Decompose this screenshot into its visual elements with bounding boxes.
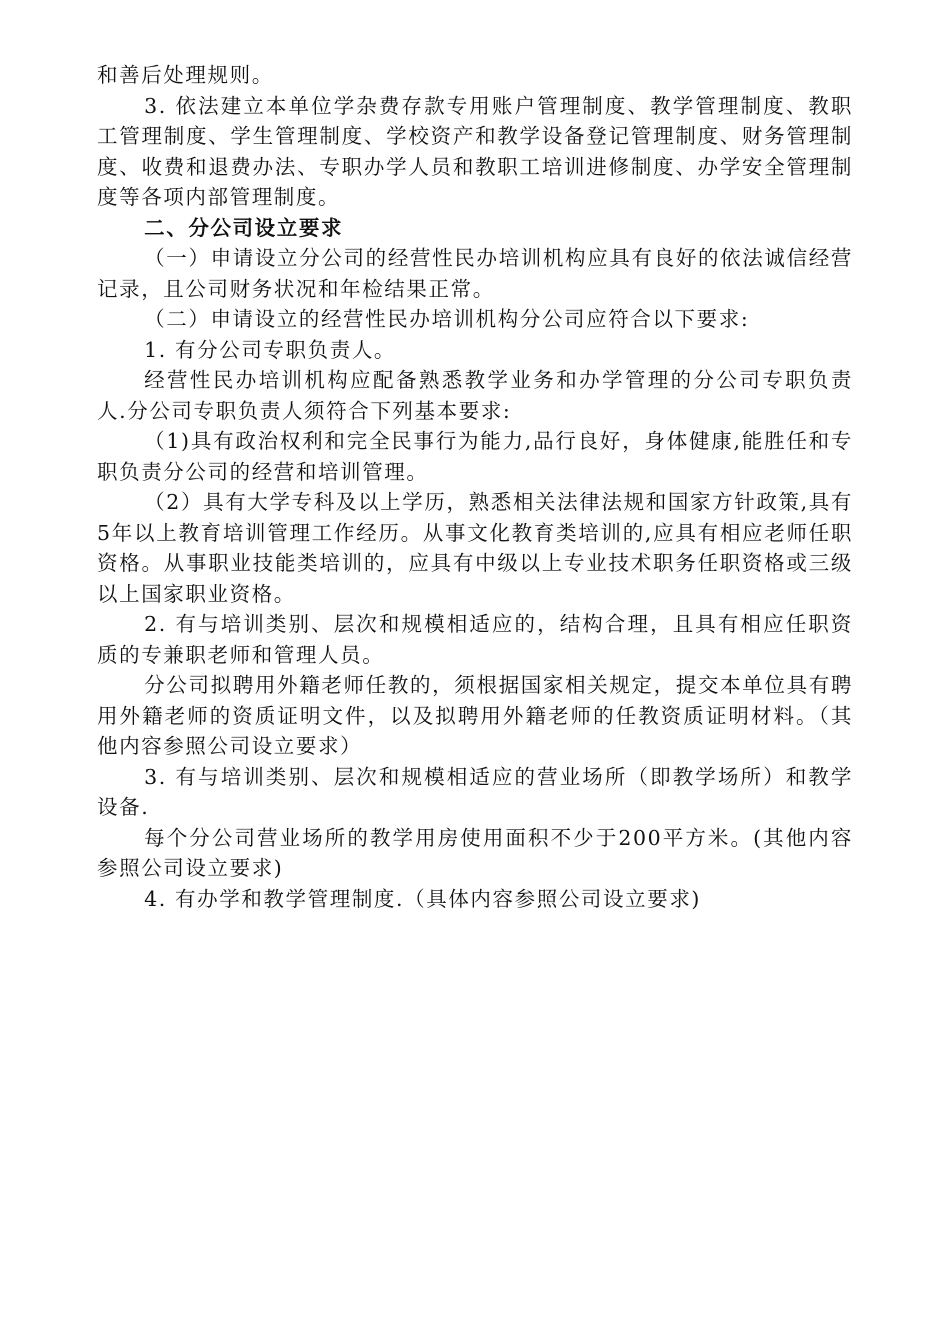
paragraph-subitem-2: （2）具有大学专科及以上学历，熟悉相关法律法规和国家方针政策,具有5年以上教育培训管理工作经历。从事文化教育类培训的,应具有相应老师任职资格。从事职业技能类培训的，应具有中级以上专业技术职务任职资格或三级以上国家职业资格。 bbox=[97, 490, 853, 606]
paragraph-subitem-1: （1)具有政治权利和完全民事行为能力,品行良好，身体健康,能胜任和专职负责分公司的经营和培训管理。 bbox=[97, 429, 853, 484]
paragraph-item-3-premises: 3. 有与培训类别、层次和规模相适应的营业场所（即教学场所）和教学设备. bbox=[97, 764, 853, 819]
paragraph-requirement-2: （二）申请设立的经营性民办培训机构分公司应符合以下要求: bbox=[144, 307, 750, 331]
paragraph-item-1-branch-head: 1. 有分公司专职负责人。 bbox=[144, 337, 397, 362]
paragraph-item-3-management-systems: 3. 依法建立本单位学杂费存款专用账户管理制度、教学管理制度、教职工管理制度、学生管理制度、学校资产和教学设备登记管理制度、财务管理制度、收费和退费办法、专职办学人员和教职工培训进修制度、办学安全管理制度等各项内部管理制度。 bbox=[97, 93, 853, 209]
paragraph-closing-fragment: 和善后处理规则。 bbox=[97, 63, 274, 87]
document-page bbox=[97, 60, 853, 914]
paragraph-item-2-teachers: 2. 有与培训类别、层次和规模相适应的，结构合理，且具有相应任职资质的专兼职老师和管理人员。 bbox=[97, 612, 853, 667]
section-heading-branch-requirements: 二、分公司设立要求 bbox=[144, 215, 344, 240]
paragraph-item-4-systems: 4. 有办学和教学管理制度.（具体内容参照公司设立要求) bbox=[144, 886, 702, 911]
paragraph-requirement-1: （一）申请设立分公司的经营性民办培训机构应具有良好的依法诚信经营记录，且公司财务状况和年检结果正常。 bbox=[97, 246, 853, 301]
paragraph-branch-head-basic: 经营性民办培训机构应配备熟悉教学业务和办学管理的分公司专职负责人.分公司专职负责人须符合下列基本要求: bbox=[97, 368, 853, 423]
paragraph-foreign-teachers: 分公司拟聘用外籍老师任教的，须根据国家相关规定，提交本单位具有聘用外籍老师的资质证明文件，以及拟聘用外籍老师的任教资质证明材料。（其他内容参照公司设立要求） bbox=[97, 673, 853, 758]
paragraph-premises-area: 每个分公司营业场所的教学用房使用面积不少于200平方米。(其他内容参照公司设立要求) bbox=[97, 825, 853, 880]
